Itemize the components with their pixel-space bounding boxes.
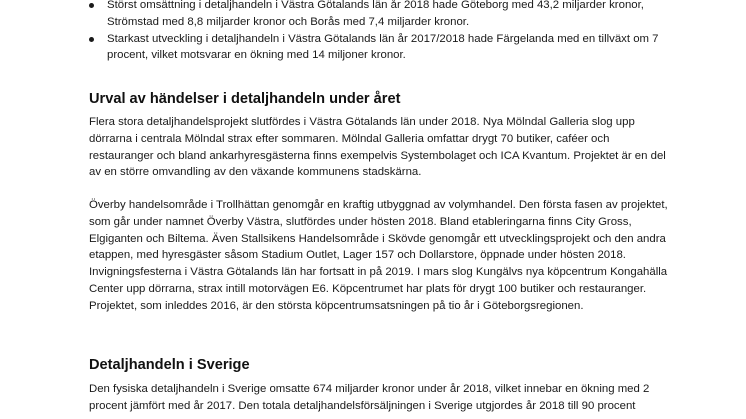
bullet-item — [107, 0, 667, 31]
bullet-item — [107, 31, 667, 65]
bullet-list — [107, 0, 667, 64]
bullet-text: Starkast utveckling i detaljhandeln i Västra Götalands län år 2017/2018 hade Färgelanda med en tillväxt om 7 procent, vilket motsvarar en ökning med 14 miljoner kronor. — [107, 32, 659, 62]
paragraph-sweden: Den fysiska detaljhandeln i Sverige omsatte 674 miljarder kronor under år 2018, vilket innebar en ökning med 2 procent jämfört med år 2017. Den totala detaljhandelsförsäljningen i Sverige utgjordes år 2018 till 90 procent — [89, 383, 650, 412]
section-heading-sweden: Detaljhandeln i Sverige — [89, 357, 250, 373]
paragraph-overby: Överby handelsområde i Trollhättan genomgår en kraftig utbyggnad av volymhandel. Den första fasen av projektet, som går under namnet Överby Västra, slutfördes under hösten 2018. Bland etableringarna finns City Gross, Elgiganten och Biltema. Även Stallsikens Handelsområde i Skövde genomgår ett utvecklingsprojekt och den andra etappen, med hyresgäster såsom Stadium Outlet, Lager 157 och Dollarstore, öppnade under hösten 2018. Invigningsfesterna i Västra Götalands län har fortsatt in på 2019. I mars slog Kungälvs nya köpcentrum Kongahälla Center upp dörrarna, strax intill motorvägen E6. Köpcentrumet har plats för drygt 100 butiker och restauranger. Projektet, som inleddes 2016, är den största köpcentrumsatsningen på tio år i Göteborgsregionen. — [89, 199, 668, 312]
bullet-dot-icon — [89, 3, 94, 8]
bullet-text: Störst omsättning i detaljhandeln i Västra Götalands län år 2018 hade Göteborg med 43,2 miljarder kronor, Strömstad med 8,8 miljarder kronor och Borås med 7,4 miljarder kronor. — [107, 0, 644, 28]
paragraph-molndal: Flera stora detaljhandelsprojekt slutfördes i Västra Götalands län under 2018. Nya Mölndal Galleria slog upp dörrarna i centrala Mölndal strax efter sommaren. Mölndal Galleria omfattar drygt 70 butiker, caféer och restauranger och bland ankarhyresgästerna finns exempelvis Systembolaget och ICA Kvantum. Projektet är en del av en större omvandling av den växande kommunens stadskärna. — [89, 116, 666, 179]
section-heading-events: Urval av händelser i detaljhandeln under året — [89, 91, 401, 107]
bullet-dot-icon — [89, 37, 94, 42]
